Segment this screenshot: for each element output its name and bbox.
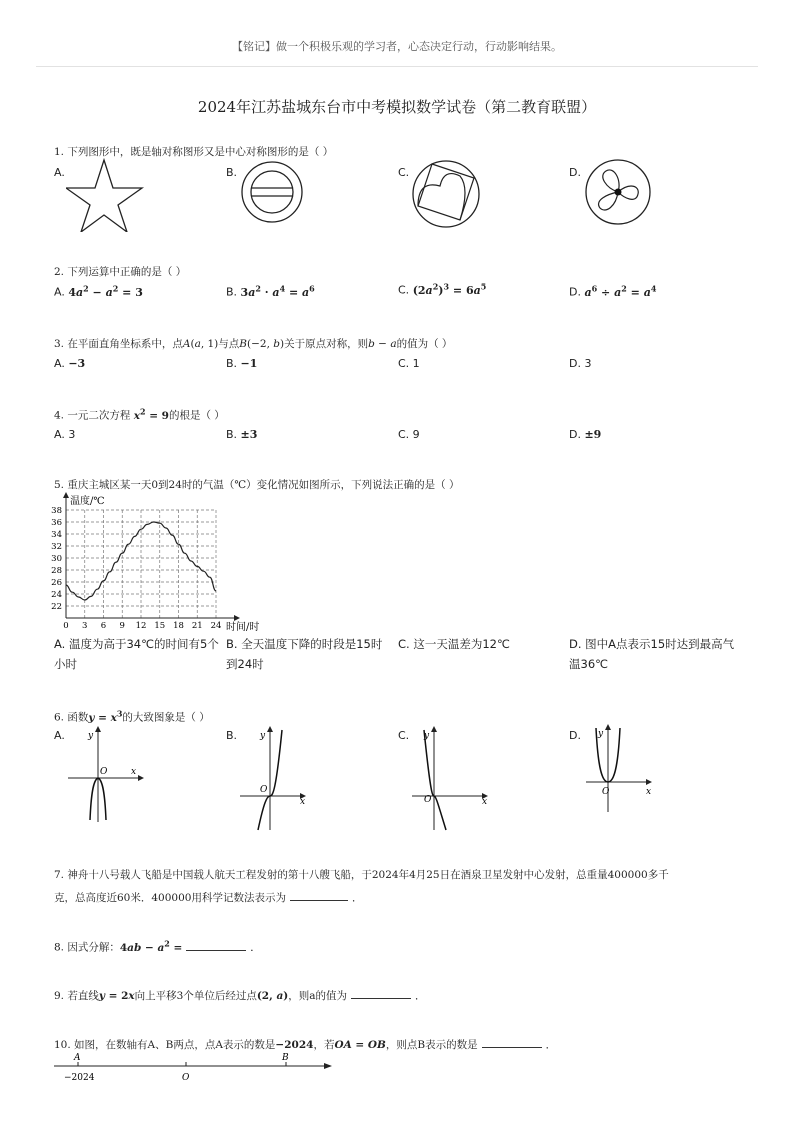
x-tick-label: 21	[191, 621, 203, 631]
q7-line1: 7. 神舟十八号载人飞船是中国载人航天工程发射的第十八艘飞船，于2024年4月25日在酒泉卫星发射中心发射，总重量400000多千	[54, 869, 669, 881]
x-tick-label: 15	[154, 621, 166, 631]
q4-option-a[interactable]: A. 3	[54, 428, 76, 441]
graph-a	[66, 726, 146, 826]
svg-text:y: y	[424, 731, 430, 741]
x-tick-label: 9	[119, 621, 125, 631]
chart-ylabel: 温度/℃	[70, 496, 105, 507]
fan-figure	[584, 158, 654, 228]
q2-option-a[interactable]: A. $4a^2 - a^2 = 3$	[54, 283, 143, 299]
q4-option-b[interactable]: B. ±3	[226, 428, 258, 441]
point-a-label: A	[74, 1053, 81, 1063]
svg-text:O: O	[260, 785, 268, 795]
x-tick-label: 18	[173, 621, 184, 631]
q9-answer-blank[interactable]	[351, 988, 411, 999]
y-tick-label: 30	[51, 554, 62, 564]
q6-option-a[interactable]: A.	[54, 729, 65, 742]
q9-stem: 9. 若直线y = 2x向上平移3个单位后经过点(2, a)，则a的值为 ．	[54, 990, 426, 1002]
chart-xlabel: 时间/时	[226, 622, 260, 633]
q7-line2: 克，总高度近60米．400000用科学记数法表示为 ．	[54, 892, 363, 904]
x-tick-label: 6	[100, 621, 107, 631]
svg-text:x: x	[131, 767, 137, 777]
q2-option-c[interactable]: C. $(2a^2)^3 = 6a^5$	[398, 281, 487, 297]
q3-option-a[interactable]: A. −3	[54, 357, 86, 370]
q5-option-d[interactable]: D. 图中A点表示15时达到最高气温36℃	[569, 637, 735, 671]
y-tick-label: 36	[51, 518, 62, 528]
q6-option-c[interactable]: C.	[398, 729, 410, 742]
q10-answer-blank[interactable]	[482, 1037, 542, 1048]
q3-option-b[interactable]: B. −1	[226, 357, 258, 370]
q4-option-c[interactable]: C. 9	[398, 428, 420, 441]
y-tick-label: 22	[51, 602, 62, 612]
q1-option-c[interactable]: C.	[398, 166, 410, 179]
y-tick-label: 26	[51, 578, 62, 588]
graph-c	[410, 726, 496, 832]
y-tick-label: 28	[51, 566, 62, 576]
svg-text:y: y	[598, 729, 604, 739]
svg-text:O: O	[100, 767, 108, 777]
q3-option-c[interactable]: C. 1	[398, 357, 420, 370]
q7-answer-blank[interactable]	[290, 890, 348, 901]
q10-stem: 10. 如图，在数轴有A、B两点，点A表示的数是−2024，若OA = OB，则点B表示的数是 ．	[54, 1039, 557, 1051]
q4-stem: 4. 一元二次方程 $x^2 = 9$的根是（ ）	[54, 406, 225, 422]
motto-header: 【铭记】做一个积极乐观的学习者，心态决定行动，行动影响结果。	[232, 40, 562, 53]
y-axis-arrow	[63, 492, 69, 498]
y-tick-label: 38	[51, 506, 62, 516]
svg-text:y: y	[88, 731, 94, 741]
q3-stem: 3. 在平面直角坐标系中，点A(a, 1)与点B(−2, b)关于原点对称，则b − a的值为（ ）	[54, 338, 453, 350]
q5-option-b[interactable]: B. 全天温度下降的时段是15时到24时	[226, 637, 383, 671]
svg-text:O: O	[602, 787, 610, 797]
x-axis-arrow	[234, 615, 240, 621]
svg-text:y: y	[260, 731, 266, 741]
q6-stem: 6. 函数$y = x^3$的大致图象是（ ）	[54, 708, 210, 724]
x-tick-label: 3	[82, 621, 88, 631]
q6-option-b[interactable]: B.	[226, 729, 238, 742]
minus-2024-label: −2024	[64, 1073, 95, 1083]
q2-option-b[interactable]: B. $3a^2 \cdot a^4 = a^6$	[226, 283, 315, 299]
q1-stem: 1. 下列图形中，既是轴对称图形又是中心对称图形的是（ ）	[54, 146, 334, 158]
point-b-label: B	[282, 1053, 289, 1063]
q3-option-d[interactable]: D. 3	[569, 357, 592, 370]
q1-option-d[interactable]: D.	[569, 166, 581, 179]
temperature-chart	[40, 490, 280, 636]
q4-option-d[interactable]: D. ±9	[569, 428, 602, 441]
q8-stem: 8. 因式分解：$4ab - a^2$ = ．	[54, 938, 261, 954]
x-tick-label: 12	[135, 621, 147, 631]
star-figure	[66, 158, 146, 232]
q5-option-a[interactable]: A. 温度为高于34℃的时间有5个小时	[54, 637, 219, 671]
page-title: 2024年江苏盐城东台市中考模拟数学试卷（第二教育联盟）	[197, 98, 597, 116]
origin-label: O	[182, 1073, 190, 1083]
header-divider	[36, 66, 758, 67]
svg-text:x: x	[482, 797, 488, 807]
circle-ring-figure	[240, 160, 306, 226]
y-tick-label: 34	[51, 530, 62, 540]
y-tick-label: 24	[51, 590, 62, 600]
y-tick-label: 32	[51, 542, 62, 552]
q2-option-d[interactable]: D. $a^6 \div a^2 = a^4$	[569, 283, 657, 299]
q1-option-a[interactable]: A.	[54, 166, 65, 179]
heart-square-figure	[410, 158, 482, 230]
graph-b	[238, 726, 318, 832]
q2-stem: 2. 下列运算中正确的是（ ）	[54, 266, 187, 278]
svg-text:x: x	[300, 797, 306, 807]
number-line	[54, 1050, 334, 1084]
q6-option-d[interactable]: D.	[569, 729, 581, 742]
q1-option-b[interactable]: B.	[226, 166, 238, 179]
q5-option-c[interactable]: C. 这一天温差为12℃	[398, 637, 510, 651]
x-tick-label: 24	[210, 621, 222, 631]
svg-text:O: O	[424, 795, 432, 805]
svg-text:x: x	[646, 787, 652, 797]
q8-answer-blank[interactable]	[186, 940, 246, 951]
graph-d	[584, 724, 664, 816]
q5-stem: 5. 重庆主城区某一天0到24时的气温（℃）变化情况如图所示，下列说法正确的是（ ）	[54, 479, 460, 491]
x-tick-label: 0	[63, 621, 69, 631]
